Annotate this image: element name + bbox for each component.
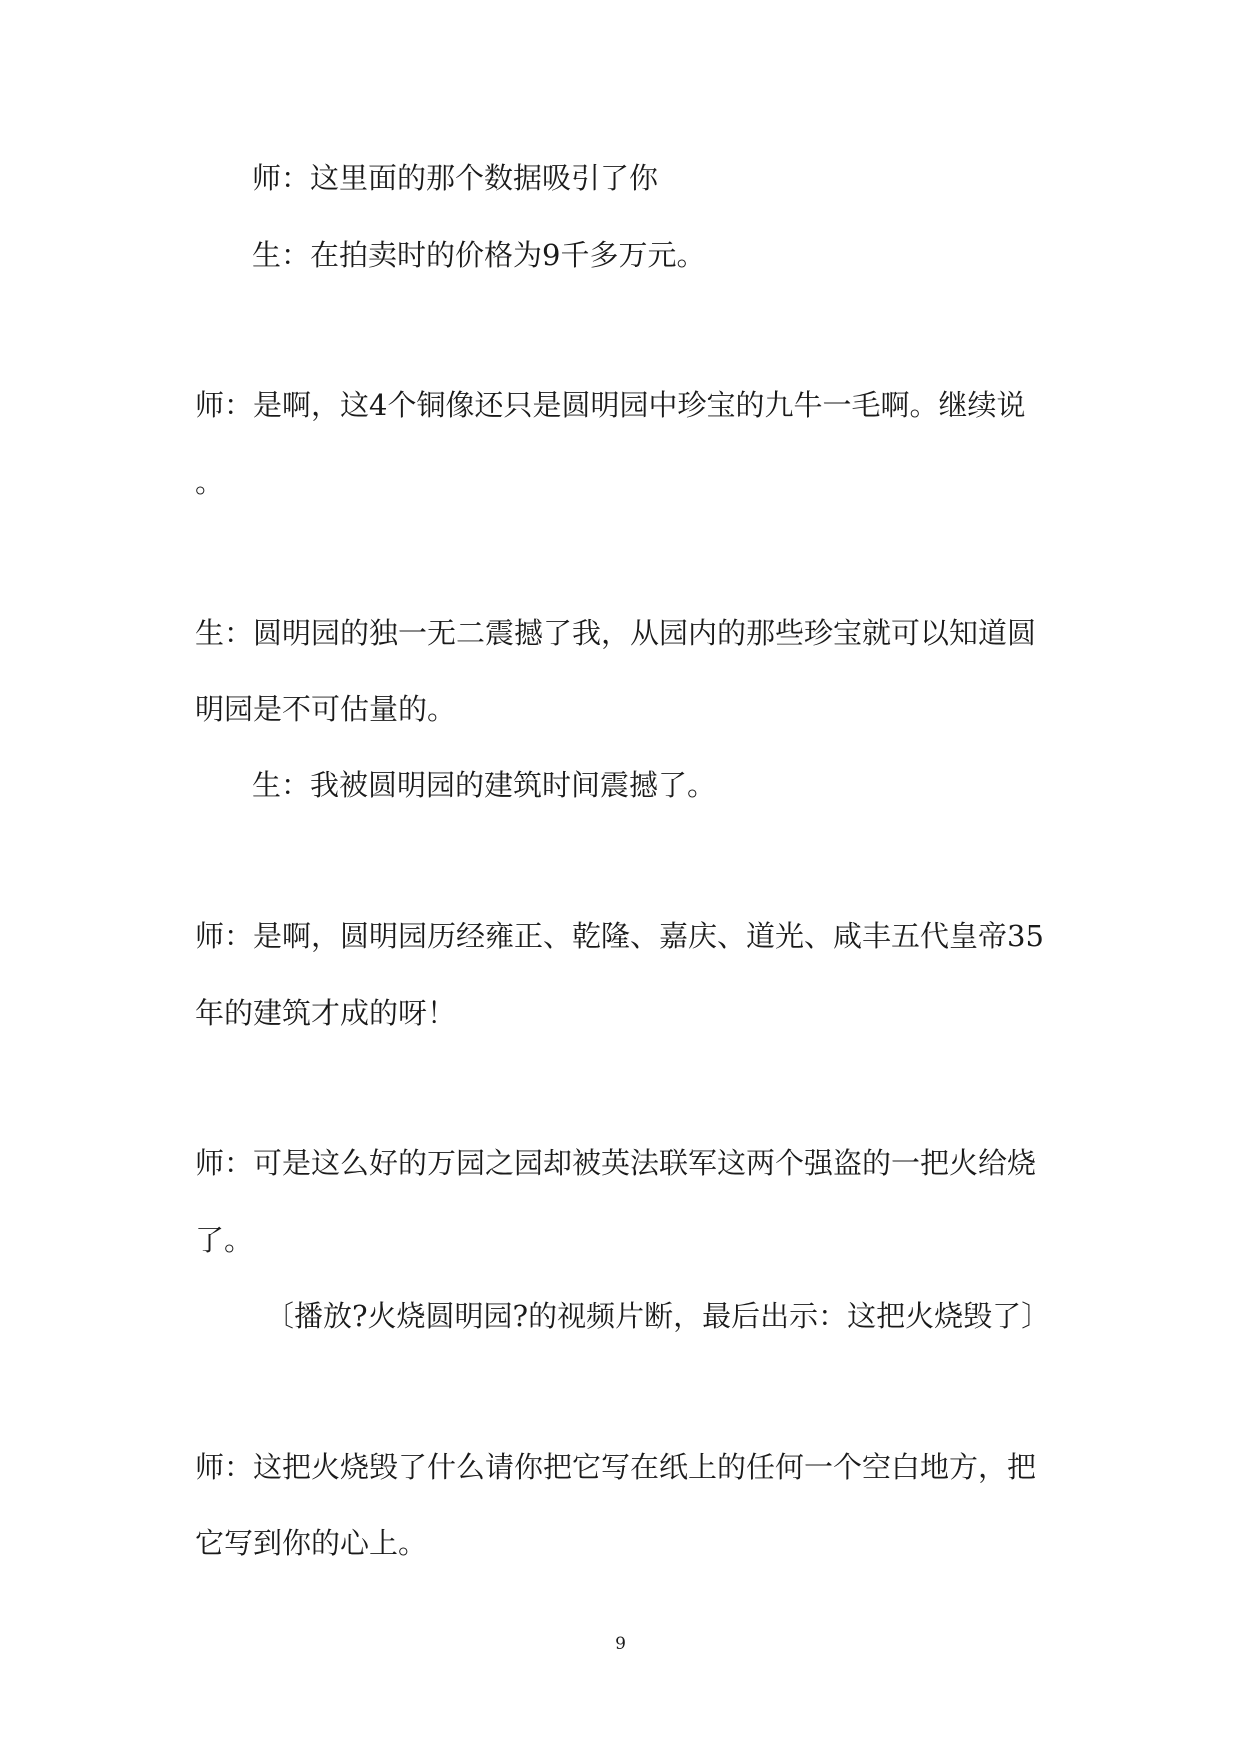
page-number: 9 (615, 1634, 626, 1654)
dialogue-line: 师：这把火烧毁了什么请你把它写在纸上的任何一个空白地方，把 (195, 1450, 1037, 1484)
dialogue-line: 年的建筑才成的呀！ (195, 996, 457, 1030)
dialogue-line: 明园是不可估量的。 (195, 692, 457, 726)
dialogue-line: 师：是啊，这4个铜像还只是圆明园中珍宝的九牛一毛啊。继续说 (195, 388, 1026, 422)
dialogue-line: 师：是啊，圆明园历经雍正、乾隆、嘉庆、道光、咸丰五代皇帝35 (195, 919, 1044, 953)
dialogue-line: 生：我被圆明园的建筑时间震撼了。 (252, 768, 717, 802)
dialogue-line: 生：在拍卖时的价格为9千多万元。 (252, 238, 706, 272)
dialogue-line: 了。 (195, 1223, 254, 1257)
dialogue-line: 师：这里面的那个数据吸引了你 (252, 161, 659, 195)
dialogue-line: 生：圆明园的独一无二震撼了我，从园内的那些珍宝就可以知道圆 (195, 616, 1037, 650)
dialogue-line: 师：可是这么好的万园之园却被英法联军这两个强盗的一把火给烧 (195, 1146, 1037, 1180)
stage-direction: 〔播放?火烧圆明园?的视频片断，最后出示：这把火烧毁了〕 (265, 1299, 1051, 1333)
dialogue-line: 。 (195, 465, 225, 499)
dialogue-line: 它写到你的心上。 (195, 1526, 428, 1560)
